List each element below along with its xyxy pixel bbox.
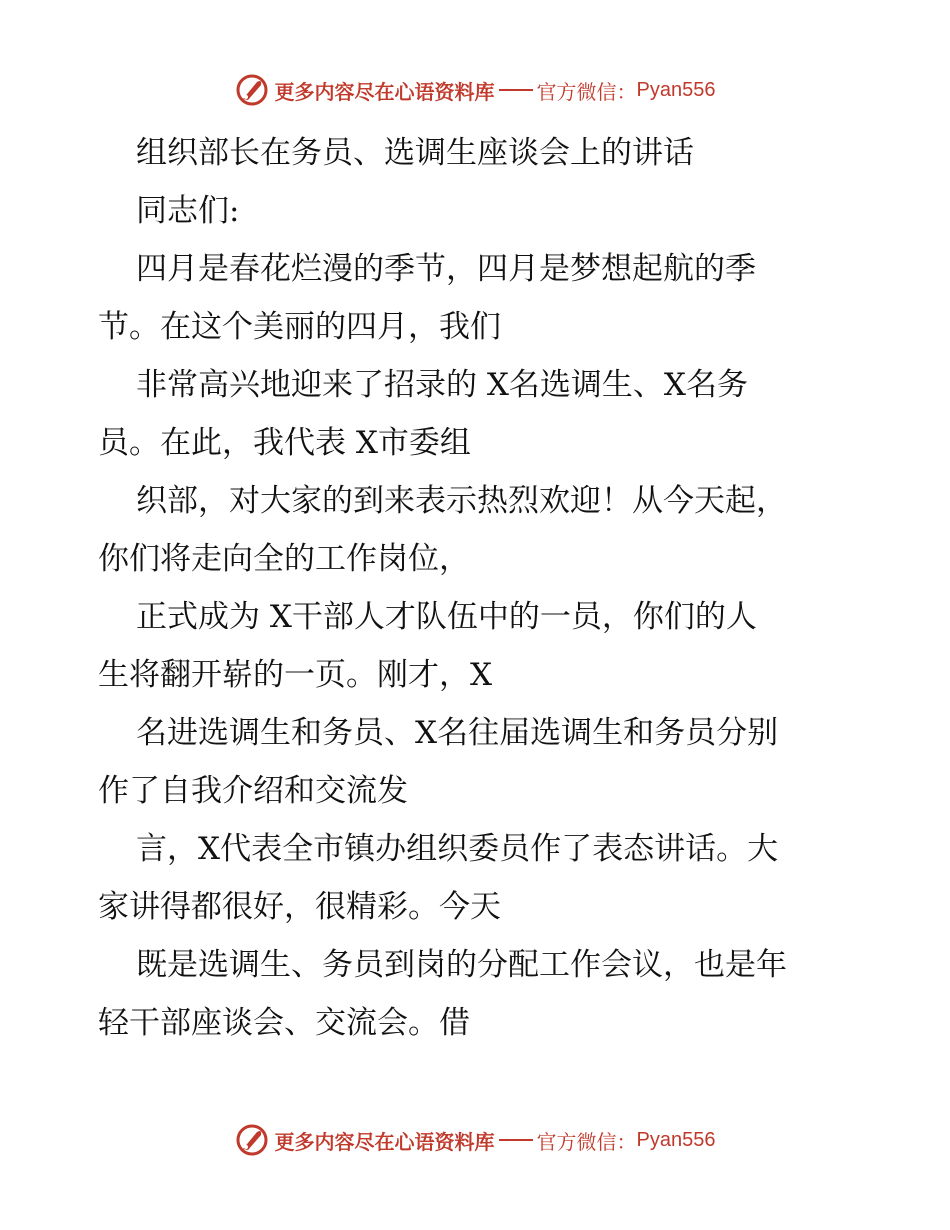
footer-wechat-account: Pyan556 bbox=[636, 1128, 716, 1151]
document-salutation: 同志们: bbox=[136, 193, 240, 229]
paragraph-line: 非常高兴地迎来了招录的 X名选调生、X名务 bbox=[136, 367, 748, 403]
paragraph-line: 家讲得都很好，很精彩。今天 bbox=[98, 889, 501, 925]
footer-wechat-label: 官方微信： bbox=[536, 1129, 637, 1154]
footer-dash bbox=[499, 1139, 533, 1141]
header-banner bbox=[0, 70, 950, 110]
paragraph-line: 轻干部座谈会、交流会。借 bbox=[98, 1005, 470, 1041]
paragraph-line: 作了自我介绍和交流发 bbox=[98, 773, 408, 809]
paragraph-line: 名进选调生和务员、X名往届选调生和务员分别 bbox=[136, 715, 779, 751]
paragraph-line: 员。在此，我代表 X市委组 bbox=[98, 425, 471, 461]
header-brand-text: 更多内容尽在心语资料库 bbox=[274, 79, 495, 104]
quill-logo-icon bbox=[235, 73, 269, 107]
header-wechat-account: Pyan556 bbox=[636, 78, 716, 101]
quill-logo-icon bbox=[235, 1123, 269, 1157]
paragraph-line: 织部，对大家的到来表示热烈欢迎！从今天起， bbox=[136, 483, 787, 519]
paragraph-line: 生将翻开崭的一页。刚才，X bbox=[98, 657, 493, 693]
paragraph-line: 四月是春花烂漫的季节，四月是梦想起航的季 bbox=[136, 251, 756, 287]
document-title: 组织部长在务员、选调生座谈会上的讲话 bbox=[136, 135, 694, 171]
header-dash bbox=[499, 89, 533, 91]
header-wechat-label: 官方微信： bbox=[536, 79, 637, 104]
paragraph-line: 你们将走向全的工作岗位， bbox=[98, 541, 470, 577]
footer-banner bbox=[0, 1120, 950, 1160]
paragraph-line: 既是选调生、务员到岗的分配工作会议，也是年 bbox=[136, 947, 787, 983]
paragraph-line: 节。在这个美丽的四月，我们 bbox=[98, 309, 501, 345]
paragraph-line: 正式成为 X干部人才队伍中的一员，你们的人 bbox=[136, 599, 757, 635]
paragraph-line: 言，X代表全市镇办组织委员作了表态讲话。大 bbox=[136, 831, 779, 867]
footer-brand-text: 更多内容尽在心语资料库 bbox=[274, 1129, 495, 1154]
document-body bbox=[98, 124, 858, 1052]
